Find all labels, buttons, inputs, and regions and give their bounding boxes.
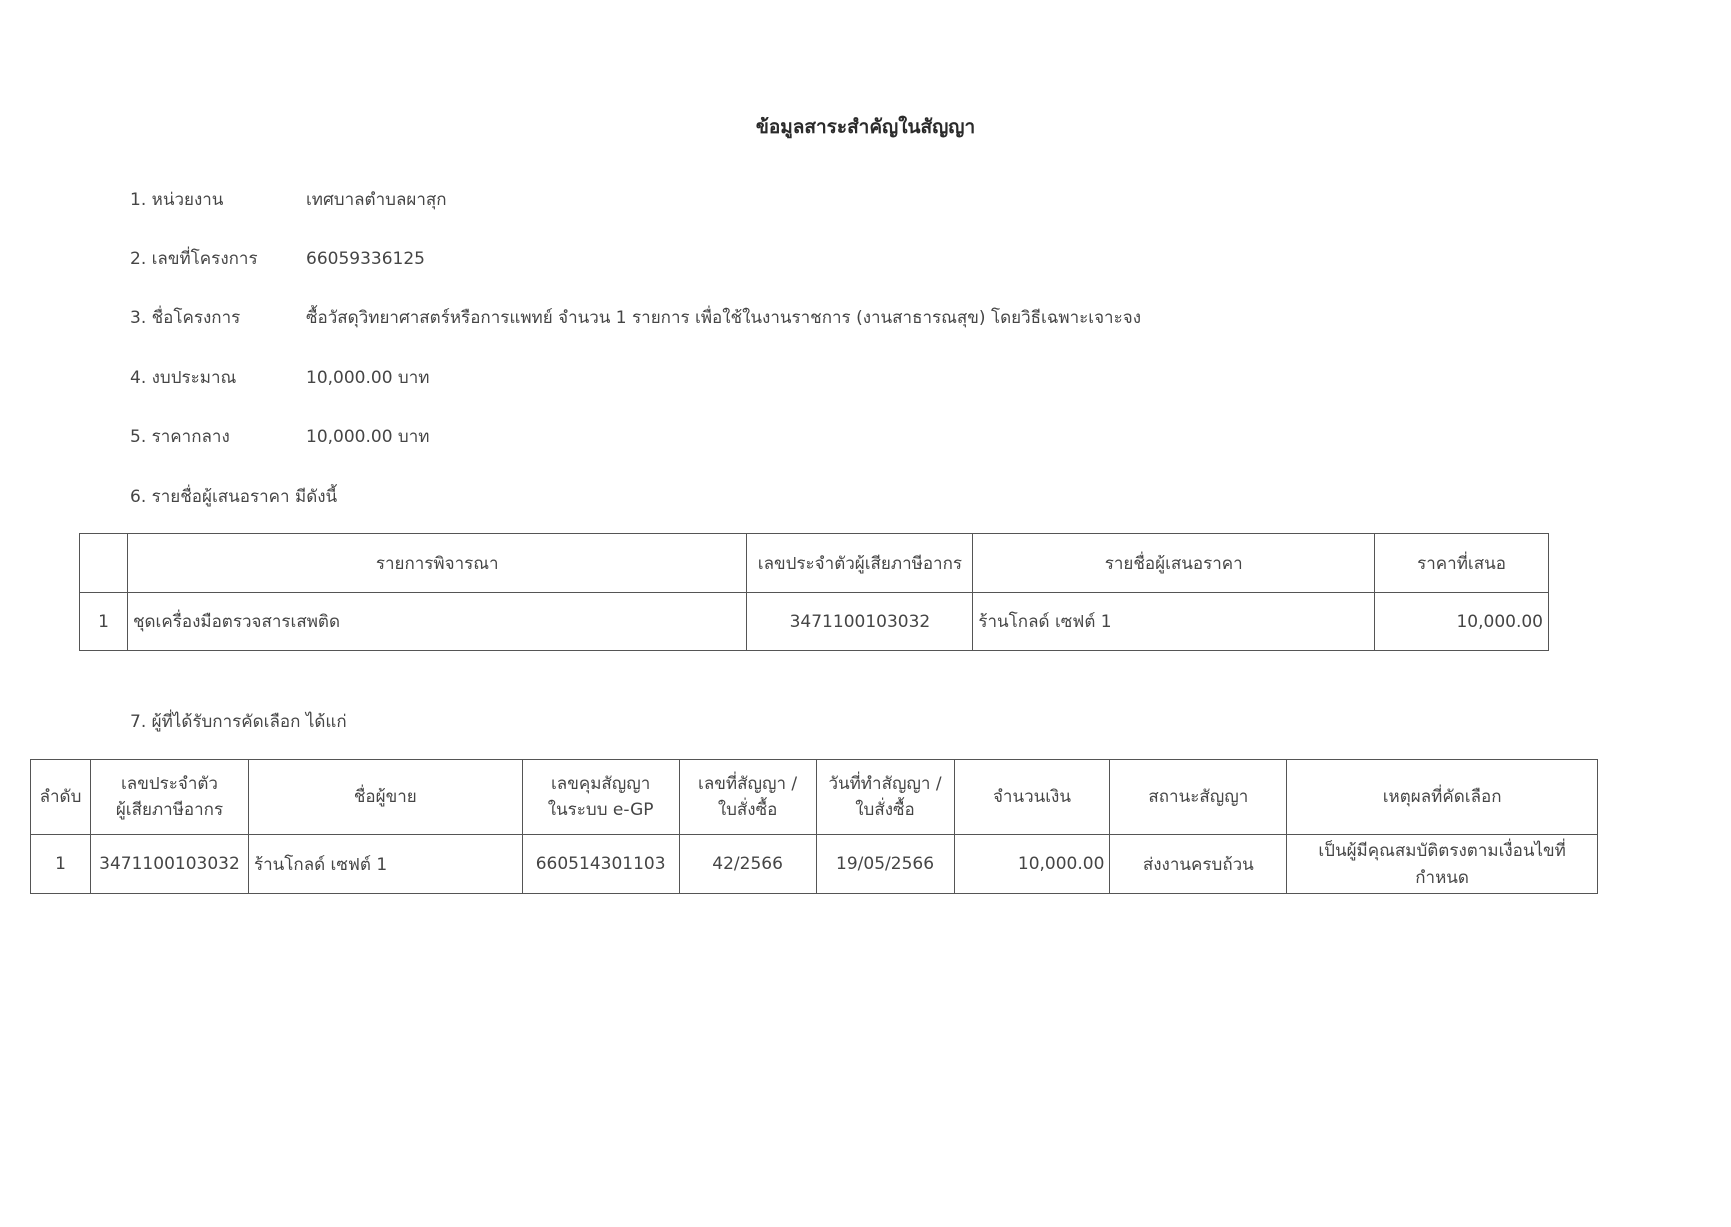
section-bidders-heading: 6. รายชื่อผู้เสนอราคา มีดังนี้ (130, 487, 338, 507)
header-line: เลขประจำตัว (120, 773, 218, 794)
header-line: เลขที่สัญญา / (698, 773, 798, 794)
info-agency-label: 1. หน่วยงาน (130, 190, 224, 210)
header-line: ผู้เสียภาษีอากร (115, 800, 224, 820)
info-median-price-value: 10,000.00 บาท (306, 427, 430, 447)
header-cell (522, 760, 679, 835)
table-cell: 1 (31, 835, 91, 894)
info-budget-label: 4. งบประมาณ (130, 368, 237, 388)
table-cell: ร้านโกลด์ เซฟต์ 1 (248, 835, 522, 894)
table-cell: 10,000.00 (1375, 593, 1549, 651)
table-cell: 3471100103032 (90, 835, 248, 894)
header-cell (80, 534, 128, 593)
header-line: วันที่ทำสัญญา / (828, 773, 942, 794)
table-cell: ส่งงานครบถ้วน (1110, 835, 1287, 894)
info-project-name (130, 304, 1141, 331)
table-row (80, 593, 1549, 651)
header-cell: สถานะสัญญา (1110, 760, 1287, 835)
info-project-name-label: 3. ชื่อโครงการ (130, 308, 241, 328)
info-project-number (130, 245, 425, 272)
header-cell: ชื่อผู้ขาย (248, 760, 522, 835)
header-cell (90, 760, 248, 835)
header-cell: เหตุผลที่คัดเลือก (1287, 760, 1598, 835)
header-cell: รายการพิจารณา (127, 534, 746, 593)
table-cell: ร้านโกลด์ เซฟต์ 1 (973, 593, 1375, 651)
header-cell: ราคาที่เสนอ (1375, 534, 1549, 593)
table-cell: 42/2566 (679, 835, 816, 894)
info-agency-value: เทศบาลตำบลผาสุก (306, 190, 447, 210)
header-cell (679, 760, 816, 835)
info-median-price (130, 423, 429, 450)
table-header-row (80, 534, 1549, 593)
info-project-number-value: 66059336125 (306, 249, 425, 269)
selected-vendor-table (30, 759, 1598, 894)
document-title: ข้อมูลสาระสำคัญในสัญญา (755, 116, 976, 138)
table-cell: 3471100103032 (747, 593, 973, 651)
table-cell: 10,000.00 (954, 835, 1110, 894)
header-cell: จำนวนเงิน (954, 760, 1110, 835)
table-cell: เป็นผู้มีคุณสมบัติตรงตามเงื่อนไขที่กำหนด (1287, 835, 1598, 894)
info-project-name-value: ซื้อวัสดุวิทยาศาสตร์หรือการแพทย์ จำนวน 1 รายการ เพื่อใช้ในงานราชการ (งานสาธารณสุข) โดยวิธีเฉพาะเจาะจง (306, 308, 1141, 328)
bidders-table (79, 533, 1549, 651)
info-agency (130, 186, 447, 213)
info-budget-value: 10,000.00 บาท (306, 368, 430, 388)
table-cell: 660514301103 (522, 835, 679, 894)
table-cell: 1 (80, 593, 128, 651)
header-cell: ลำดับ (31, 760, 91, 835)
section-selected-heading: 7. ผู้ที่ได้รับการคัดเลือก ได้แก่ (130, 712, 347, 732)
table-cell: 19/05/2566 (816, 835, 954, 894)
header-line: ใบสั่งซื้อ (855, 800, 915, 820)
header-cell: รายชื่อผู้เสนอราคา (973, 534, 1375, 593)
info-median-price-label: 5. ราคากลาง (130, 427, 230, 447)
header-line: ใบสั่งซื้อ (717, 800, 778, 820)
header-cell: เลขประจำตัวผู้เสียภาษีอากร (747, 534, 973, 593)
header-line: ในระบบ e-GP (547, 800, 654, 820)
header-cell (816, 760, 954, 835)
table-header-row (31, 760, 1598, 835)
header-line: เลขคุมสัญญา (550, 773, 651, 794)
table-cell: ชุดเครื่องมือตรวจสารเสพติด (127, 593, 746, 651)
info-project-number-label: 2. เลขที่โครงการ (130, 249, 258, 269)
table-row (31, 835, 1598, 894)
info-budget (130, 364, 429, 391)
